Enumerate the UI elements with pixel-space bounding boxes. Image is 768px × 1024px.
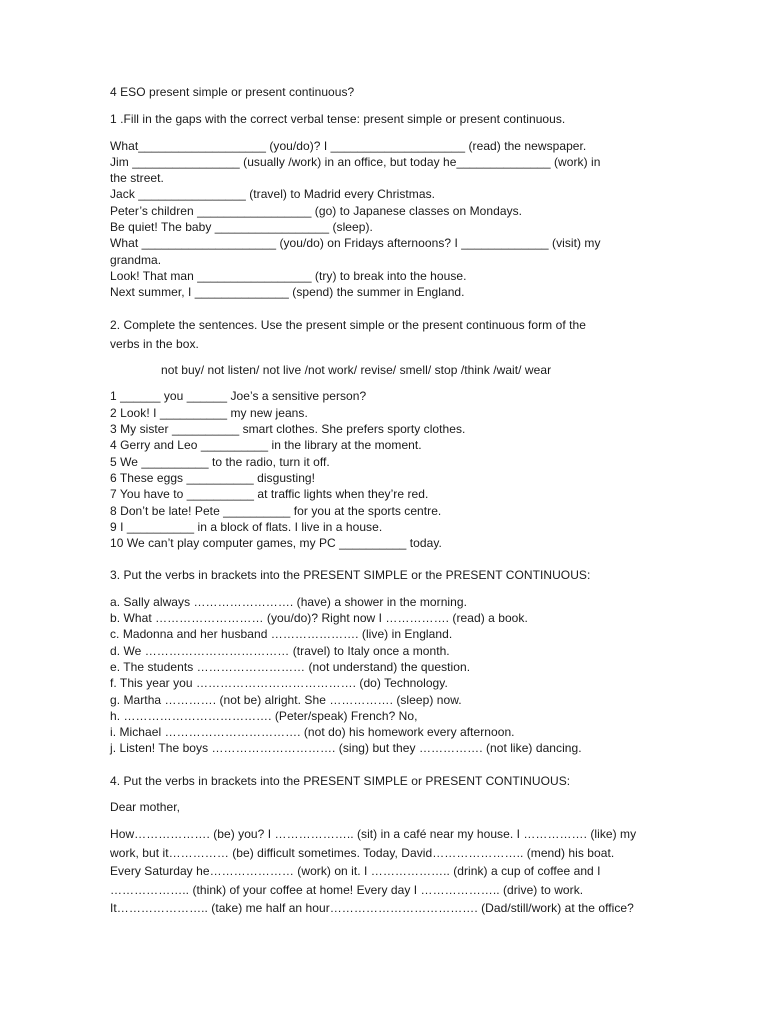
page-title: 4 ESO present simple or present continuous?: [110, 85, 355, 99]
letter-line: How………………. (be) you? I ……………….. (sit) in a café near my house. I ……………. (like) my: [110, 827, 637, 842]
section2-line: 1 ______ you ______ Joe’s a sensitive person?: [110, 389, 367, 404]
section2-heading: 2. Complete the sentences. Use the present simple or the present continuous form of the: [110, 317, 586, 332]
section2-line: 5 We __________ to the radio, turn it off.: [110, 454, 330, 469]
verb-box: not buy/ not listen/ not live /not work/ revise/ smell/ stop /think /wait/ wear: [161, 363, 552, 378]
letter-line: Every Saturday he………………… (work) on it. I ……………….. (drink) a cup of coffee and I: [110, 864, 601, 879]
section3-line: g. Martha …………. (not be) alright. She ……………. (sleep) now.: [110, 692, 462, 707]
worksheet: [110, 84, 655, 918]
section3-line: b. What ……………………… (you/do)? Right now I ……………. (read) a book.: [110, 611, 528, 626]
section3-line: a. Sally always ……………………. (have) a shower in the morning.: [110, 594, 467, 609]
section2-line: 3 My sister __________ smart clothes. She prefers sporty clothes.: [110, 422, 466, 437]
section1-line: Look! That man _________________ (try) to break into the house.: [110, 268, 467, 283]
letter-salutation: Dear mother,: [110, 799, 180, 814]
section2-line: 4 Gerry and Leo __________ in the library at the moment.: [110, 438, 422, 453]
section2-line: 10 We can’t play computer games, my PC __________ today.: [110, 536, 442, 551]
section1-line: What___________________ (you/do)? I ____________________ (read) the newspaper.: [110, 138, 587, 153]
section3-line: d. We ……………………………… (travel) to Italy once a month.: [110, 643, 450, 658]
section3-line: h. ………………………………. (Peter/speak) French? No,: [110, 708, 418, 723]
letter-line: ……………….. (think) of your coffee at home! Every day I ……………….. (drive) to work.: [110, 882, 584, 897]
section1-line: Next summer, I ______________ (spend) the summer in England.: [110, 285, 465, 300]
section3-heading: 3. Put the verbs in brackets into the PRESENT SIMPLE or the PRESENT CONTINUOUS:: [110, 568, 591, 583]
section2-line: 8 Don’t be late! Pete __________ for you at the sports centre.: [110, 503, 442, 518]
section3-line: c. Madonna and her husband …………………. (live) in England.: [110, 627, 453, 642]
section2-line: 9 I __________ in a block of flats. I live in a house.: [110, 519, 383, 534]
section1-line: Peter’s children _________________ (go) to Japanese classes on Mondays.: [110, 203, 523, 218]
section1-line: What ____________________ (you/do) on Fridays afternoons? I _____________ (visit) my: [110, 236, 601, 251]
section2-line: 2 Look! I __________ my new jeans.: [110, 405, 308, 420]
section1-line: the street.: [110, 171, 164, 186]
section1-line: Jim ________________ (usually /work) in an office, but today he______________ (work) in: [110, 154, 601, 169]
section1-line: Be quiet! The baby _________________ (sleep).: [110, 220, 373, 235]
section3-line: i. Michael ……………………………. (not do) his homework every afternoon.: [110, 725, 515, 740]
section3-line: f. This year you …………………………………. (do) Technology.: [110, 676, 448, 691]
section3-line: j. Listen! The boys …………………………. (sing) but they ……………. (not like) dancing.: [110, 741, 582, 756]
letter-line: It………………….. (take) me half an hour………………………………. (Dad/still/work) at the office?: [110, 901, 634, 916]
section4-heading: 4. Put the verbs in brackets into the PRESENT SIMPLE or PRESENT CONTINUOUS:: [110, 773, 571, 788]
section2-line: 6 These eggs __________ disgusting!: [110, 470, 316, 485]
section1-heading: 1 .Fill in the gaps with the correct verbal tense: present simple or present continuous.: [110, 112, 566, 127]
section2-line: 7 You have to __________ at traffic lights when they’re red.: [110, 487, 429, 502]
section3-line: e. The students ……………………… (not understand) the question.: [110, 659, 471, 674]
section1-line: grandma.: [110, 252, 162, 267]
letter-line: work, but it…………… (be) difficult sometimes. Today, David………………….. (mend) his boat.: [110, 845, 615, 860]
section2-heading: verbs in the box.: [110, 336, 199, 351]
section1-line: Jack ________________ (travel) to Madrid every Christmas.: [110, 187, 436, 202]
